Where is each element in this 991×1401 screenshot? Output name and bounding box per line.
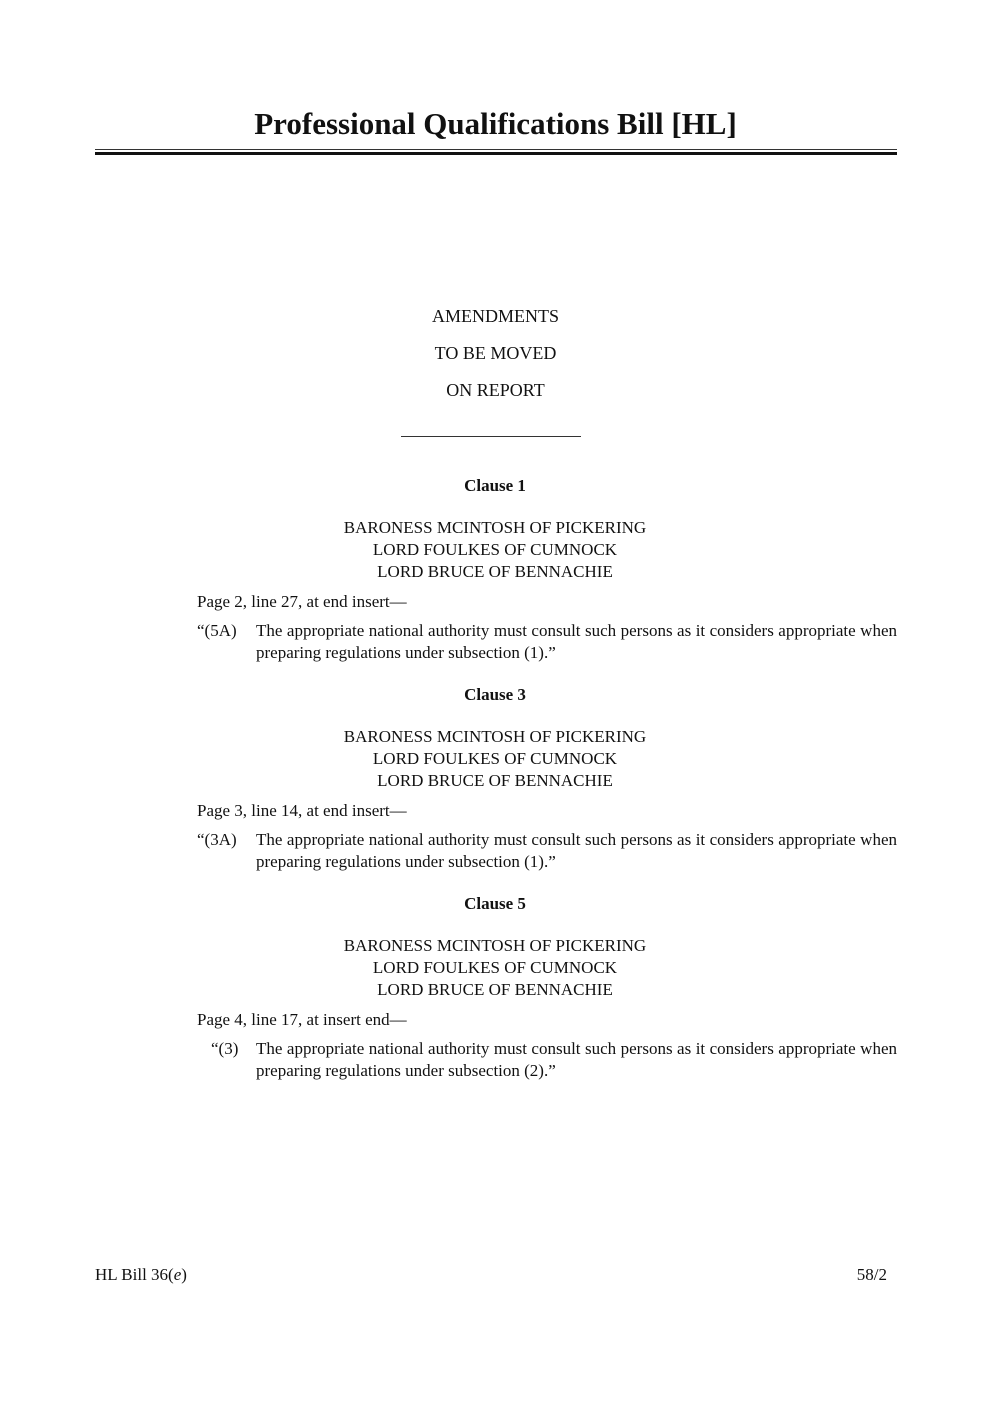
bill-number-letter: e	[173, 1265, 182, 1284]
sponsor-name: LORD BRUCE OF BENNACHIE	[377, 980, 613, 999]
heading-line-2: TO BE MOVED	[434, 343, 557, 363]
sponsor-name: LORD FOULKES OF CUMNOCK	[372, 540, 618, 559]
page-number: 58/2	[856, 1265, 887, 1284]
clause-heading: Clause 1	[464, 476, 526, 495]
sponsor-names	[197, 726, 793, 792]
document-title: Professional Qualifications Bill [HL]	[254, 106, 737, 141]
sponsor-name: LORD FOULKES OF CUMNOCK	[372, 958, 618, 977]
clause-heading: Clause 5	[464, 894, 526, 913]
bill-number-prefix: HL Bill 36(	[95, 1265, 174, 1284]
amendment-text	[197, 1038, 897, 1082]
sponsor-name: LORD FOULKES OF CUMNOCK	[372, 749, 618, 768]
amendment-section-clause-1	[197, 475, 897, 664]
page-reference: Page 2, line 27, at end insert—	[197, 592, 407, 611]
amendment-body: The appropriate national authority must consult such persons as it considers appropriate when preparing regulations under subsection (2).”	[256, 1039, 897, 1080]
clause-heading: Clause 3	[464, 685, 526, 704]
heading-line-3: ON REPORT	[446, 380, 545, 400]
heading-line-1: AMENDMENTS	[431, 306, 559, 326]
subsection-number: “(5A)	[197, 621, 237, 640]
sponsor-name: BARONESS MCINTOSH OF PICKERING	[343, 518, 647, 537]
subsection-number: “(3A)	[197, 830, 237, 849]
title-rule-thick	[95, 152, 897, 155]
title-rule-thin	[95, 149, 897, 150]
sponsor-name: LORD BRUCE OF BENNACHIE	[377, 562, 613, 581]
amendment-text	[197, 829, 897, 873]
amendment-section-clause-5	[197, 893, 897, 1082]
page-reference: Page 4, line 17, at insert end—	[197, 1010, 407, 1029]
subsection-number: “(3)	[211, 1039, 239, 1058]
amendment-text	[197, 620, 897, 664]
bill-number	[95, 1265, 187, 1285]
heading-divider	[401, 436, 581, 437]
page-reference: Page 3, line 14, at end insert—	[197, 801, 407, 820]
sponsor-name: LORD BRUCE OF BENNACHIE	[377, 771, 613, 790]
sponsor-names	[197, 517, 793, 583]
sponsor-names	[197, 935, 793, 1001]
sponsor-name: BARONESS MCINTOSH OF PICKERING	[343, 727, 647, 746]
amendment-body: The appropriate national authority must consult such persons as it considers appropriate when preparing regulations under subsection (1).”	[256, 621, 897, 662]
bill-number-suffix: )	[181, 1265, 187, 1284]
amendment-section-clause-3	[197, 684, 897, 873]
sponsor-name: BARONESS MCINTOSH OF PICKERING	[343, 936, 647, 955]
amendment-body: The appropriate national authority must consult such persons as it considers appropriate when preparing regulations under subsection (1).”	[256, 830, 897, 871]
